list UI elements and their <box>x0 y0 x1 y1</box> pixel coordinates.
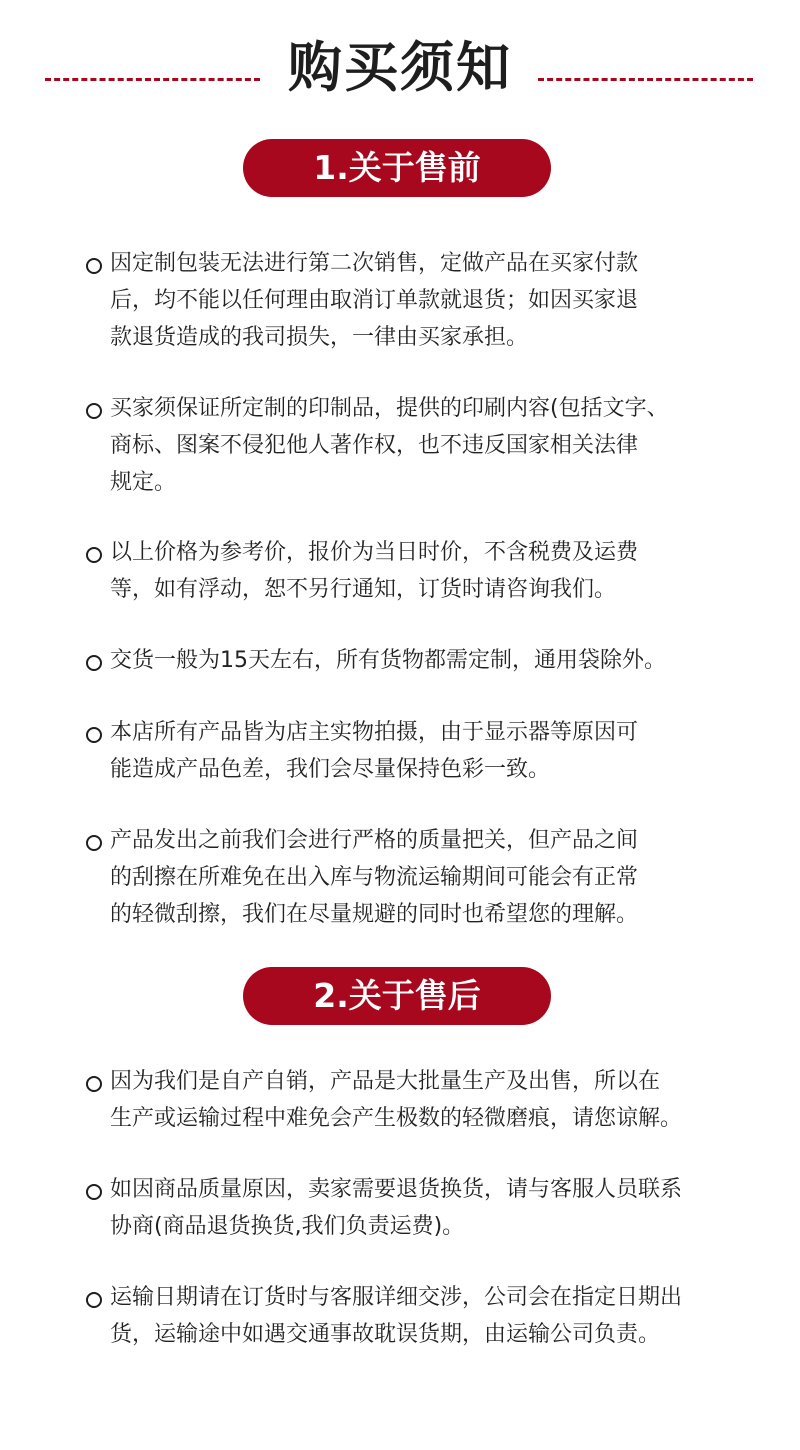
item-text-line: 能造成产品色差，我们会尽量保持色彩一致。 <box>110 757 551 782</box>
item-text-line: 因定制包装无法进行第二次销售，定做产品在买家付款 <box>110 251 639 276</box>
item-text-line: 买家须保证所定制的印制品，提供的印刷内容(包括文字、 <box>110 396 669 421</box>
item-text-line: 等，如有浮动，恕不另行通知，订货时请咨询我们。 <box>110 577 617 602</box>
item-text-line: 的刮擦在所难免在出入库与物流运输期间可能会有正常 <box>110 865 639 890</box>
circle-bullet-icon <box>86 1184 102 1200</box>
circle-bullet-icon <box>86 547 102 563</box>
item-text-line: 规定。 <box>110 470 177 495</box>
section-heading-presale: 1.关于售前 <box>243 139 551 197</box>
section-heading-aftersale: 2.关于售后 <box>243 967 551 1025</box>
item-text-line: 以上价格为参考价，报价为当日时价，不含税费及运费 <box>110 540 639 565</box>
item-text-line: 本店所有产品皆为店主实物拍摄，由于显示器等原因可 <box>110 720 639 745</box>
circle-bullet-icon <box>86 835 102 851</box>
circle-bullet-icon <box>86 1292 102 1308</box>
item-text-line: 后，均不能以任何理由取消订单款就退货；如因买家退 <box>110 288 639 313</box>
item-text-line: 款退货造成的我司损失，一律由买家承担。 <box>110 325 529 350</box>
circle-bullet-icon <box>86 655 102 671</box>
item-text-line: 因为我们是自产自销，产品是大批量生产及出售，所以在 <box>110 1069 661 1094</box>
page-title: 购买须知 <box>288 36 512 99</box>
item-text-line: 货，运输途中如遇交通事故耽误货期，由运输公司负责。 <box>110 1322 661 1347</box>
item-text-line: 交货一般为15天左右，所有货物都需定制，通用袋除外。 <box>110 648 666 673</box>
circle-bullet-icon <box>86 727 102 743</box>
circle-bullet-icon <box>86 1076 102 1092</box>
item-text-line: 协商(商品退货换货,我们负责运费)。 <box>110 1214 465 1239</box>
title-banner <box>0 20 800 100</box>
item-text-line: 生产或运输过程中难免会产生极数的轻微磨痕，请您谅解。 <box>110 1106 683 1131</box>
dashed-divider-right <box>538 78 753 81</box>
item-text-line: 的轻微刮擦，我们在尽量规避的同时也希望您的理解。 <box>110 902 639 927</box>
item-text-line: 如因商品质量原因，卖家需要退货换货，请与客服人员联系 <box>110 1177 683 1202</box>
circle-bullet-icon <box>86 403 102 419</box>
circle-bullet-icon <box>86 258 102 274</box>
item-text-line: 商标、图案不侵犯他人著作权，也不违反国家相关法律 <box>110 433 639 458</box>
item-text-line: 产品发出之前我们会进行严格的质量把关，但产品之间 <box>110 828 639 853</box>
item-text-line: 运输日期请在订货时与客服详细交涉，公司会在指定日期出 <box>110 1285 683 1310</box>
